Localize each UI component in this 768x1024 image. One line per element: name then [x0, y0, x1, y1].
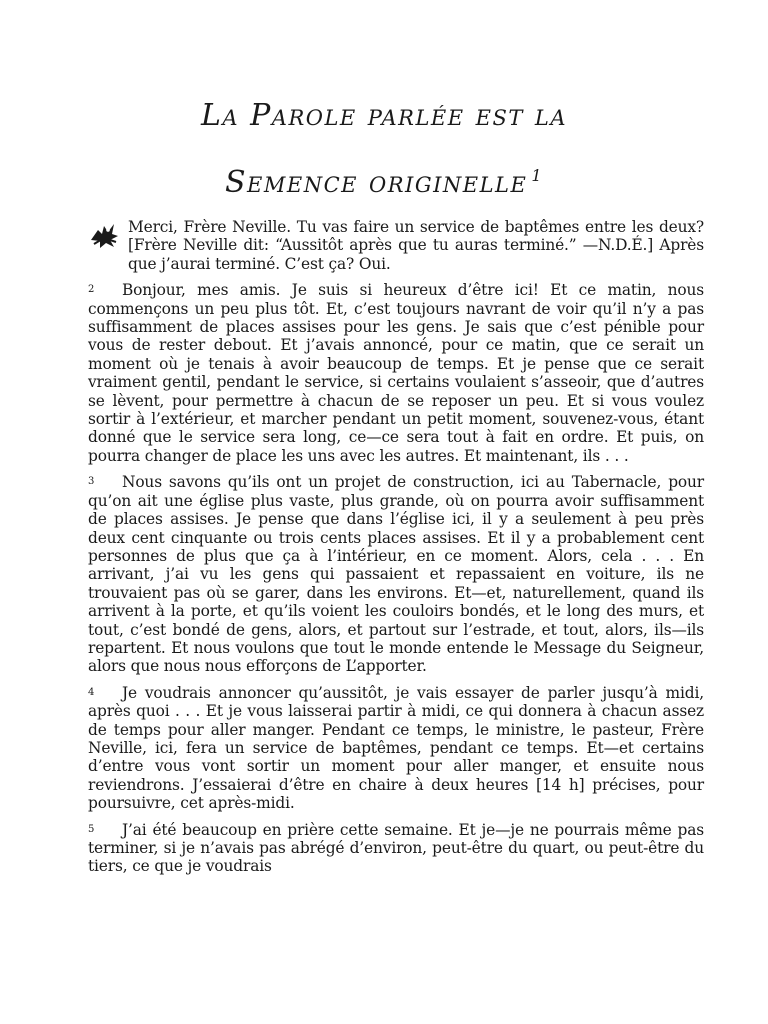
- paragraph-4: [88, 684, 704, 813]
- paragraph-3-text: Nous savons qu’ils ont un projet de construction, ici au Tabernacle, pour qu’on ait une église plus vaste, plus grande, où on pourra avoir suffisamment de places assises. Je pense que dans l’église ici, il y a seulement à peu près deux cent cinquante ou trois cents places assises. Et il y a probablement cent personnes de plus que ça à l’intérieur, en ce moment. Alors, cela . . . En arrivant, j’ai vu les gens qui passaient et repassaient en voiture, ils ne trouvaient pas où se garer, dans les environs. Et—et, naturellement, quand ils arrivent à la porte, et qu’ils voient les couloirs bondés, et le long des murs, et tout, c’est bondé de gens, alors, et partout sur l’estrade, et tout, alors, ils—ils repartent. Et nous voulons que tout le monde entende le Message du Seigneur, alors que nous nous efforçons de L’apporter.: [88, 473, 704, 676]
- paragraph-3: [88, 473, 704, 675]
- title-line-2: [0, 146, 768, 213]
- sermon-body: [88, 218, 704, 884]
- title-line-1: La Parole parlée est la: [200, 98, 567, 133]
- paragraph-5: [88, 821, 704, 876]
- sermon-title: [0, 86, 768, 213]
- paragraph-number: 2: [88, 284, 95, 296]
- paragraph-2: [88, 281, 704, 465]
- paragraph-number: 3: [88, 476, 95, 488]
- paragraph-number: 4: [88, 686, 95, 698]
- paragraph-5-text: J’ai été beaucoup en prière cette semaine. Et je—je ne pourrais même pas terminer, si je n’avais pas abrégé d’environ, peut-être du quart, ou peut-être du tiers, ce que je voudrais: [88, 820, 704, 876]
- paragraph-4-text: Je voudrais annoncer qu’aussitôt, je vais essayer de parler jusqu’à midi, après quoi . . . Et je vous laisserai partir à midi, ce qui donnera à chacun assez de temps pour aller manger. Pendant ce temps, le ministre, le pasteur, Frère Neville, ici, fera un service de baptêmes, pendant ce temps. Et—et certains d’entre vous vont sortir un moment pour aller manger, et ensuite nous reviendrons. J’essaierai d’être en chaire à deux heures [14 h] précises, pour poursuivre, cet après-midi.: [88, 683, 704, 813]
- paragraph-number: 5: [88, 823, 95, 835]
- paragraph-1-text: Merci, Frère Neville. Tu vas faire un service de baptêmes entre les deux? [Frère Neville dit: “Aussitôt après que tu auras terminé.” —N.D.É.] Après que j’aurai terminé. C’est ça? Oui.: [128, 218, 704, 273]
- title-line-2-text: Semence originelle: [224, 165, 528, 200]
- title-footnote-marker[interactable]: 1: [531, 166, 544, 185]
- paragraph-2-text: Bonjour, mes amis. Je suis si heureux d’être ici! Et ce matin, nous commençons un peu plus tôt. Et, c’est toujours navrant de voir qu’il n’y a pas suffisamment de places assises pour les gens. Je sais que c’est pénible pour vous de rester debout. Et j’avais annoncé, pour ce matin, que ce serait un moment où je tenais à avoir beaucoup de temps. Et je pense que ce serait vraiment gentil, pendant le service, si certains voulaient s’asseoir, que d’autres se lèvent, pour permettre à chacun de se reposer un peu. Et si vous voulez sortir à l’extérieur, et marcher pendant un petit moment, souvenez-vous, étant donné que le service sera long, ce—ce sera tout à fait en ordre. Et puis, on pourra changer de place les uns avec les autres. Et maintenant, ils . . .: [88, 281, 704, 465]
- paragraph-1: [88, 218, 704, 273]
- eagle-emblem-icon: [88, 220, 128, 256]
